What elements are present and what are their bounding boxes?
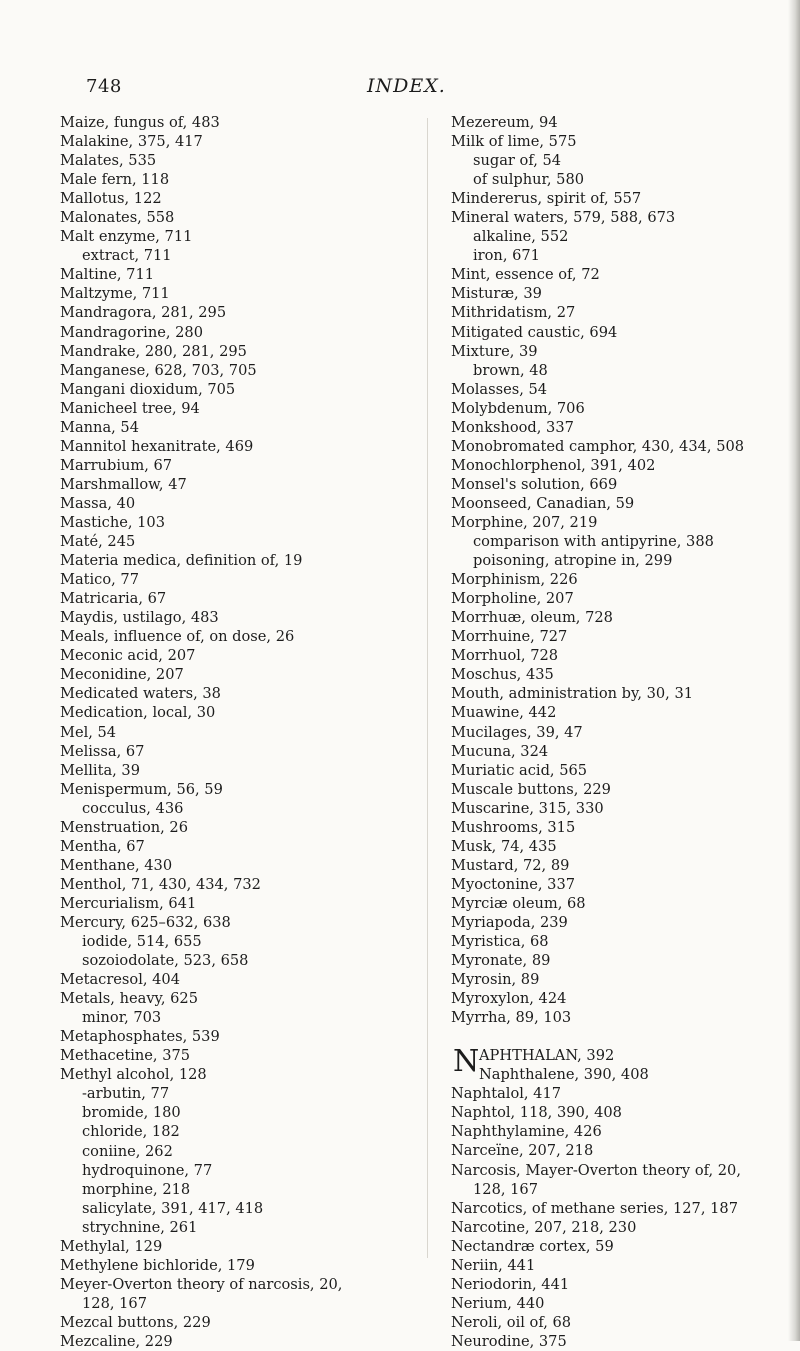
index-entry: Medication, local, 30 [60,704,216,722]
index-entry: Naphtalol, 417 [451,1085,562,1103]
index-entry: Naphtol, 118, 390, 408 [451,1104,622,1122]
index-entry: Neriodorin, 441 [451,1275,570,1293]
index-entry: Mandrake, 280, 281, 295 [60,342,247,360]
index-entry: Nectandræ cortex, 59 [451,1237,614,1255]
index-entry: Mindererus, spirit of, 557 [451,190,642,208]
index-entry: Mineral waters, 579, 588, 673 [451,209,676,227]
index-entry: Morpholine, 207 [451,590,574,608]
index-entry: Menthol, 71, 430, 434, 732 [60,875,261,893]
index-entry: Malt enzyme, 711 [60,228,193,246]
index-entry: Myristica, 68 [451,933,549,951]
index-entry: Manganese, 628, 703, 705 [60,361,257,379]
index-subentry: iron, 671 [473,247,540,265]
index-subentry: poisoning, atropine in, 299 [473,552,673,570]
index-entry: Mezcaline, 229 [60,1333,173,1350]
index-subentry: sozoiodolate, 523, 658 [82,952,249,970]
index-entry: Maydis, ustilago, 483 [60,609,219,627]
index-entry: Myriapoda, 239 [451,913,568,931]
index-subentry: iodide, 514, 655 [82,933,202,951]
index-entry: Milk of lime, 575 [451,133,577,151]
index-entry: Maize, fungus of, 483 [60,114,220,131]
index-entry: Naphthalene, 390, 408 [479,1066,649,1084]
index-entry: Mercurialism, 641 [60,894,197,912]
index-subentry: extract, 711 [82,247,172,265]
index-entry: Myrosin, 89 [451,971,540,989]
index-entry: Meyer-Overton theory of narcosis, 20, [60,1275,343,1293]
index-entry: Myrciæ oleum, 68 [451,894,586,912]
page-header [0,72,800,106]
index-entry: Mandragora, 281, 295 [60,304,227,322]
index-entry: Mouth, administration by, 30, 31 [451,685,694,703]
index-entry: Nerium, 440 [451,1294,545,1312]
index-entry: Manicheel tree, 94 [60,399,200,417]
index-entry: Mel, 54 [60,723,117,741]
index-entry: Mastiche, 103 [60,513,166,531]
column-gutter [427,118,428,1258]
index-entry: Maltine, 711 [60,266,155,284]
index-entry: Monkshood, 337 [451,418,574,436]
index-entry: Malates, 535 [60,152,157,170]
index-entry: Myroxylon, 424 [451,990,567,1008]
index-subentry: of sulphur, 580 [473,171,585,189]
index-entry: Musk, 74, 435 [451,837,557,855]
index-entry: Methylal, 129 [60,1237,163,1255]
index-entry: Monobromated camphor, 430, 434, 508 [451,437,745,455]
index-entry: Matico, 77 [60,571,139,589]
page-edge-shadow [788,0,800,1341]
index-subentry: coniine, 262 [82,1142,173,1160]
index-subentry: comparison with antipyrine, 388 [473,533,714,551]
index-entry: Neriin, 441 [451,1256,536,1274]
running-head: INDEX. [367,75,446,97]
index-entry: Mint, essence of, 72 [451,266,600,284]
index-subentry: cocculus, 436 [82,799,184,817]
index-subentry: alkaline, 552 [473,228,569,246]
index-entry: Molasses, 54 [451,380,548,398]
index-entry: Mezereum, 94 [451,114,558,131]
index-entry: Massa, 40 [60,494,136,512]
index-entry: Menispermum, 56, 59 [60,780,223,798]
index-subentry: chloride, 182 [82,1123,180,1141]
n-entries [451,1084,781,1351]
index-subentry: bromide, 180 [82,1104,181,1122]
index-entry: Misturæ, 39 [451,285,542,303]
index-entry: Muscarine, 315, 330 [451,799,604,817]
index-entry: Materia medica, definition of, 19 [60,552,303,570]
index-subentry: minor, 703 [82,1009,162,1027]
index-entry: Mentha, 67 [60,837,145,855]
index-entry: Mandragorine, 280 [60,323,204,341]
index-entry: Narceïne, 207, 218 [451,1142,594,1160]
index-entry: Mangani dioxidum, 705 [60,380,236,398]
index-entry: Metacresol, 404 [60,971,181,989]
index-entry: Marshmallow, 47 [60,475,187,493]
index-subentry: salicylate, 391, 417, 418 [82,1199,264,1217]
index-entry-continuation: 128, 167 [82,1294,147,1312]
index-subentry: brown, 48 [473,361,548,379]
index-entry: Methyl alcohol, 128 [60,1066,207,1084]
index-entry: Mucuna, 324 [451,742,549,760]
index-entry: Mixture, 39 [451,342,538,360]
index-entry: Metaphosphates, 539 [60,1028,220,1046]
index-entry: APHTHALAN, 392 [479,1047,615,1065]
index-entry: Mezcal buttons, 229 [60,1313,211,1331]
index-entry: Male fern, 118 [60,171,170,189]
index-entry: Mallotus, 122 [60,190,162,208]
index-entry: Mellita, 39 [60,761,140,779]
index-entry: Narcotics, of methane series, 127, 187 [451,1199,738,1217]
index-entry: Muawine, 442 [451,704,557,722]
index-entry: Menthane, 430 [60,856,173,874]
index-entry-continuation: 128, 167 [473,1180,538,1198]
index-entry: Metals, heavy, 625 [60,990,198,1008]
index-entry: Narcotine, 207, 218, 230 [451,1218,637,1236]
index-entry: Narcosis, Mayer-Overton theory of, 20, [451,1161,741,1179]
index-entry: Mannitol hexanitrate, 469 [60,437,254,455]
index-entry: Naphthylamine, 426 [451,1123,602,1141]
index-entry: Marrubium, 67 [60,456,173,474]
index-column-right [451,113,781,1351]
index-subentry: -arbutin, 77 [82,1085,170,1103]
index-entry: Meconidine, 207 [60,666,184,684]
index-entry: Malakine, 375, 417 [60,133,203,151]
index-entry: Mucilages, 39, 47 [451,723,583,741]
index-entry: Medicated waters, 38 [60,685,221,703]
index-entry: Moschus, 435 [451,666,554,684]
page-number: 748 [86,76,122,97]
index-entry: Meals, influence of, on dose, 26 [60,628,295,646]
index-entry: Morrhuol, 728 [451,647,559,665]
index-entry: Methacetine, 375 [60,1047,191,1065]
index-entry: Morrhuæ, oleum, 728 [451,609,613,627]
index-entry: Mercury, 625–632, 638 [60,913,231,931]
index-entry: Neroli, oil of, 68 [451,1313,572,1331]
index-entry: Melissa, 67 [60,742,145,760]
index-entry: Myoctonine, 337 [451,875,576,893]
index-entry: Neurodine, 375 [451,1332,567,1350]
index-entry: Meconic acid, 207 [60,647,196,665]
index-subentry: morphine, 218 [82,1180,191,1198]
index-entry: Maltzyme, 711 [60,285,170,303]
index-entry: Matricaria, 67 [60,590,167,608]
index-column-left [60,113,390,1351]
n-section [451,1046,781,1351]
index-subentry: strychnine, 261 [82,1218,198,1236]
drop-cap-n: N [453,1044,480,1080]
index-entry: Morrhuine, 727 [451,628,568,646]
index-entry: Malonates, 558 [60,209,175,227]
index-entry: Mitigated caustic, 694 [451,323,618,341]
index-entry: Mithridatism, 27 [451,304,576,322]
index-entry: Molybdenum, 706 [451,399,585,417]
index-entry: Manna, 54 [60,418,139,436]
index-subentry: sugar of, 54 [473,152,562,170]
index-entry: Monochlorphenol, 391, 402 [451,456,656,474]
index-entry: Myrrha, 89, 103 [451,1009,572,1027]
m-entries-continued [451,113,781,1027]
index-subentry: hydroquinone, 77 [82,1161,213,1179]
index-entry: Maté, 245 [60,533,136,551]
index-entry: Mustard, 72, 89 [451,856,570,874]
index-entry: Muscale buttons, 229 [451,780,611,798]
index-entry: Menstruation, 26 [60,818,188,836]
index-entry: Morphine, 207, 219 [451,513,598,531]
index-entry: Mushrooms, 315 [451,818,576,836]
index-entry: Muriatic acid, 565 [451,761,588,779]
index-entry: Moonseed, Canadian, 59 [451,494,635,512]
index-entry: Morphinism, 226 [451,571,578,589]
index-entry: Methylene bichloride, 179 [60,1256,255,1274]
index-entry: Myronate, 89 [451,952,551,970]
index-entry: Monsel's solution, 669 [451,475,618,493]
